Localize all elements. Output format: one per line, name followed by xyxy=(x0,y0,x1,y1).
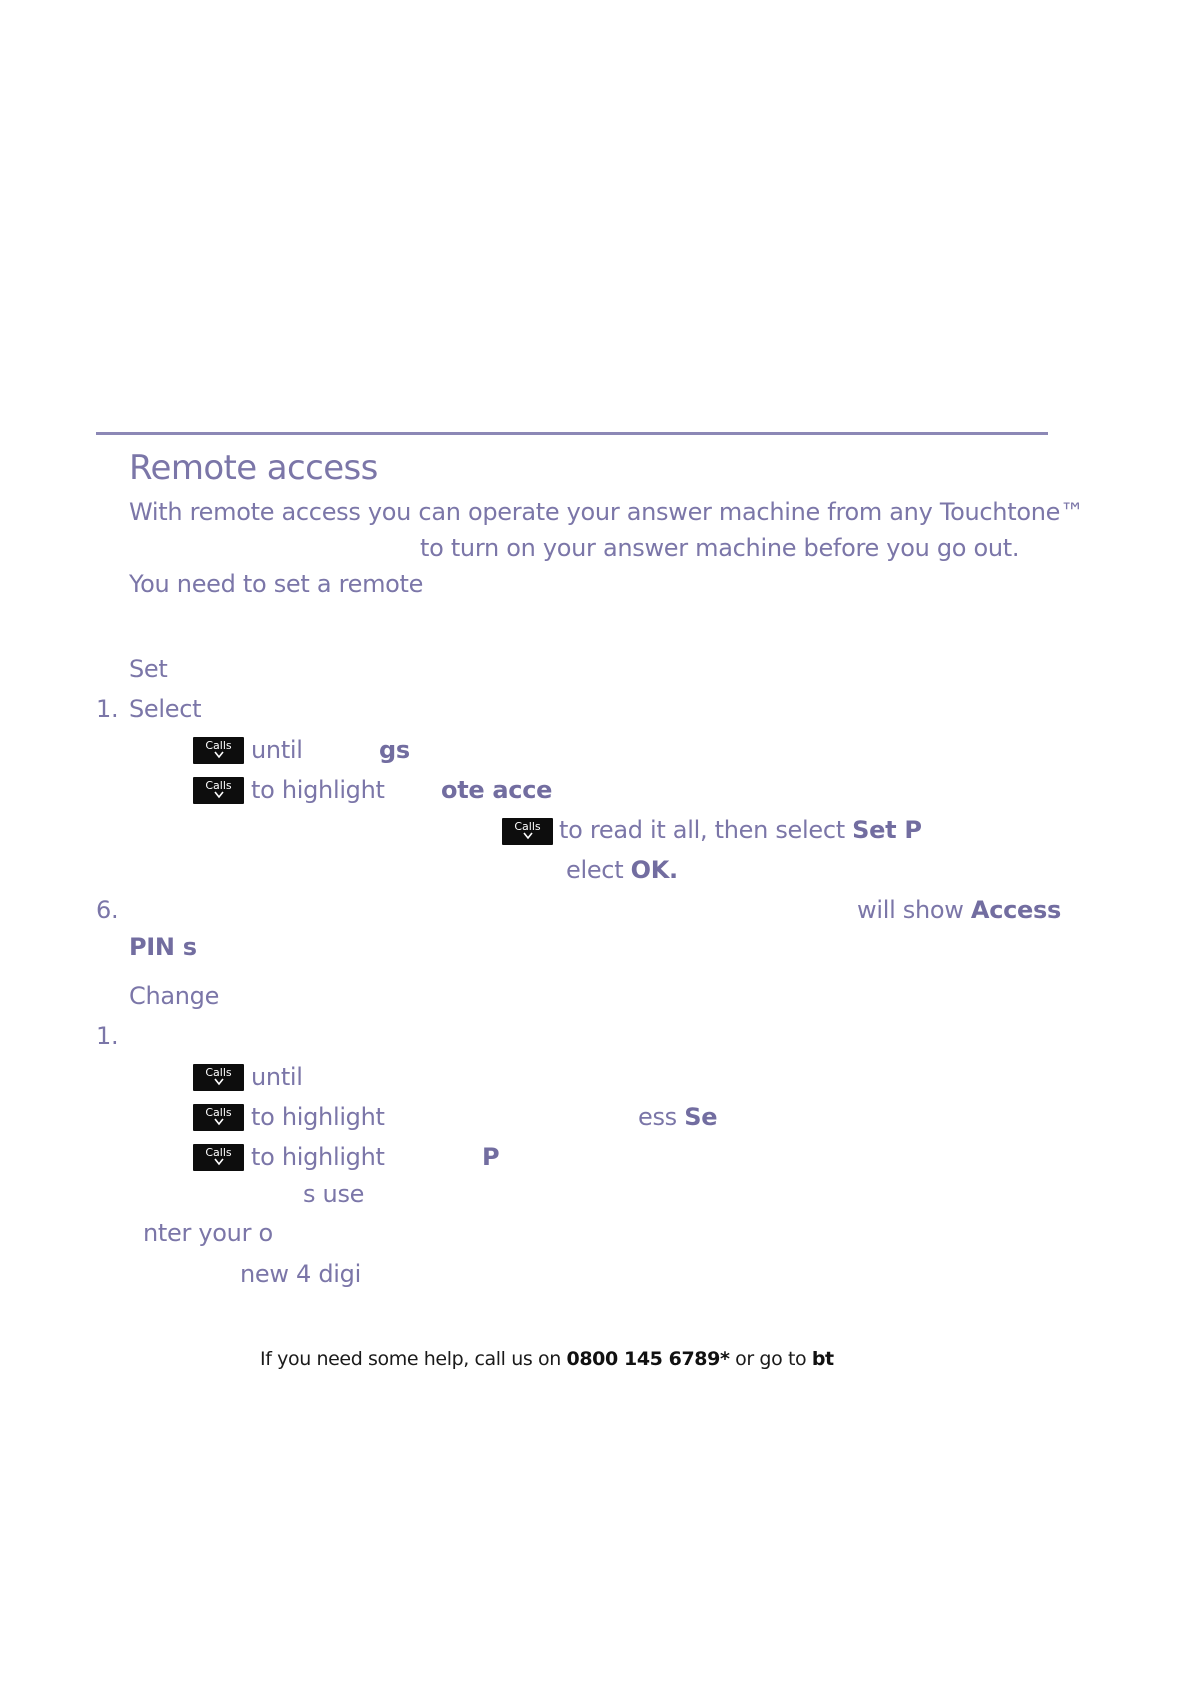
change-step-3-text: to highlight xyxy=(251,1103,385,1131)
calls-button xyxy=(193,1064,244,1091)
change-step-3-bold: Se xyxy=(684,1103,718,1131)
set-step-6-text: will show xyxy=(857,896,971,924)
intro-line-2: to turn on your answer machine before you go out. xyxy=(420,534,1020,562)
set-step-4-text: to read it all, then select xyxy=(559,816,853,844)
change-step-2-text: until xyxy=(251,1063,303,1091)
change-step-7-text: new 4 digi xyxy=(240,1260,361,1288)
footer-text-prefix: If you need some help, call us on xyxy=(260,1348,567,1370)
set-step-1-number: 1. xyxy=(96,695,119,723)
change-step-1-number: 1. xyxy=(96,1022,119,1050)
chevron-down-icon xyxy=(523,831,533,840)
set-step-5-text: elect xyxy=(566,856,631,884)
set-step-3-bold: ote acce xyxy=(441,776,553,804)
change-step-3-pre: ess xyxy=(638,1103,685,1131)
footer-website: bt xyxy=(811,1348,834,1370)
calls-button-label: Calls xyxy=(205,1146,232,1159)
set-step-2-bold: gs xyxy=(379,736,410,764)
calls-button xyxy=(193,777,244,804)
footer-phone: 0800 145 6789* xyxy=(566,1348,730,1370)
chevron-down-icon xyxy=(214,750,224,759)
calls-button xyxy=(193,737,244,764)
section-divider xyxy=(96,432,1048,435)
set-step-4-bold: Set P xyxy=(852,816,922,844)
calls-button xyxy=(502,818,553,845)
change-step-4-bold: P xyxy=(482,1143,500,1171)
set-step-6 xyxy=(857,895,1061,925)
calls-button-label: Calls xyxy=(205,779,232,792)
calls-button-label: Calls xyxy=(205,1106,232,1119)
change-step-5-text: s use xyxy=(303,1180,365,1208)
change-pin-heading: Change xyxy=(129,982,220,1010)
set-step-5-bold: OK. xyxy=(630,856,678,884)
chevron-down-icon xyxy=(214,790,224,799)
help-footer xyxy=(260,1347,834,1371)
set-step-6-bold: Access xyxy=(970,896,1061,924)
calls-button xyxy=(193,1144,244,1171)
set-pin-heading: Set xyxy=(129,655,168,683)
chevron-down-icon xyxy=(214,1117,224,1126)
calls-button-label: Calls xyxy=(205,739,232,752)
set-step-4 xyxy=(559,815,922,845)
set-step-3-text: to highlight xyxy=(251,776,385,804)
chevron-down-icon xyxy=(214,1077,224,1086)
section-title: Remote access xyxy=(129,448,378,488)
set-step-1-text: Select xyxy=(129,695,202,723)
set-step-2-text: until xyxy=(251,736,303,764)
footer-text-mid: or go to xyxy=(729,1348,812,1370)
set-step-6-continued: PIN s xyxy=(129,933,197,961)
change-step-3 xyxy=(638,1102,717,1132)
chevron-down-icon xyxy=(214,1157,224,1166)
change-step-6-text: nter your o xyxy=(143,1219,273,1247)
set-step-6-number: 6. xyxy=(96,896,119,924)
intro-line-3: You need to set a remote xyxy=(129,570,424,598)
set-step-5 xyxy=(566,855,678,885)
calls-button xyxy=(193,1104,244,1131)
intro-line-1: With remote access you can operate your answer machine from any Touchtone™ xyxy=(129,498,1084,526)
calls-button-label: Calls xyxy=(205,1066,232,1079)
change-step-4-text: to highlight xyxy=(251,1143,385,1171)
calls-button-label: Calls xyxy=(514,820,541,833)
